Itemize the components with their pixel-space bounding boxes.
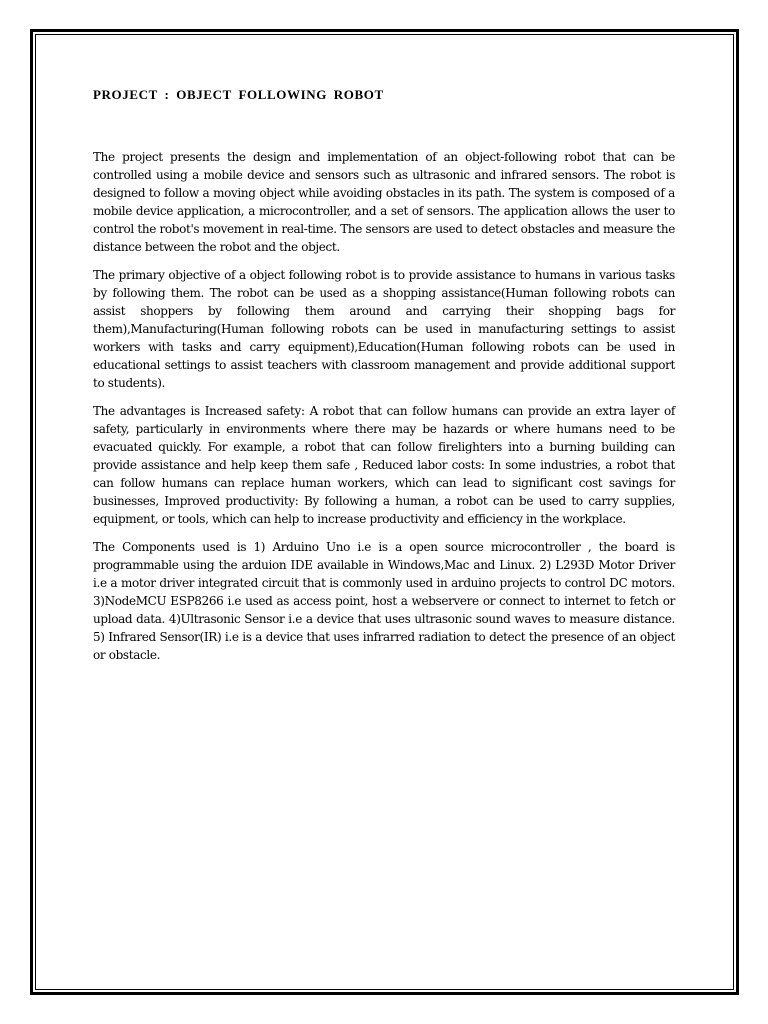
paragraph-advantages: The advantages is Increased safety: A robot that can follow humans can provide an extra layer of safety, particularly in environments where there may be hazards or where humans need to be evacuated quickly. For example, a robot that can follow firelighters into a burning building can provide assistance and help keep them safe , Reduced labor costs: In some industries, a robot that can follow humans can replace human workers, which can lead to significant cost savings for businesses, Improved productivity: By following a human, a robot can be used to carry supplies, equipment, or tools, which can help to increase productivity and efficiency in the workplace. (93, 404, 675, 526)
paragraph-overview: The project presents the design and implementation of an object-following robot that can be controlled using a mobile device and sensors such as ultrasonic and infrared sensors. The robot is designed to follow a moving object while avoiding obstacles in its path. The system is composed of a mobile device application, a microcontroller, and a set of sensors. The application allows the user to control the robot's movement in real-time. The sensors are used to detect obstacles and measure the distance between the robot and the object. (93, 150, 675, 254)
document-body (93, 86, 675, 674)
paragraph-objective: The primary objective of a object following robot is to provide assistance to humans in various tasks by following them. The robot can be used as a shopping assistance(Human following robots can assist shoppers by following them around and carrying their shopping bags for them),Manufacturing(Human following robots can be used in manufacturing settings to assist workers with tasks and carry equipment),Education(Human following robots can be used in educational settings to assist teachers with classroom management and provide additional support to students). (93, 268, 675, 390)
paragraph-components: The Components used is 1) Arduino Uno i.e is a open source microcontroller , the board is programmable using the arduion IDE available in Windows,Mac and Linux. 2) L293D Motor Driver i.e a motor driver integrated circuit that is commonly used in arduino projects to control DC motors. 3)NodeMCU ESP8266 i.e used as access point, host a webservere or connect to internet to fetch or upload data. 4)Ultrasonic Sensor i.e a device that uses ultrasonic sound waves to measure distance. 5) Infrared Sensor(IR) i.e is a device that uses infrarred radiation to detect the presence of an object or obstacle. (93, 540, 675, 662)
document-title: PROJECT : OBJECT FOLLOWING ROBOT (93, 87, 384, 102)
